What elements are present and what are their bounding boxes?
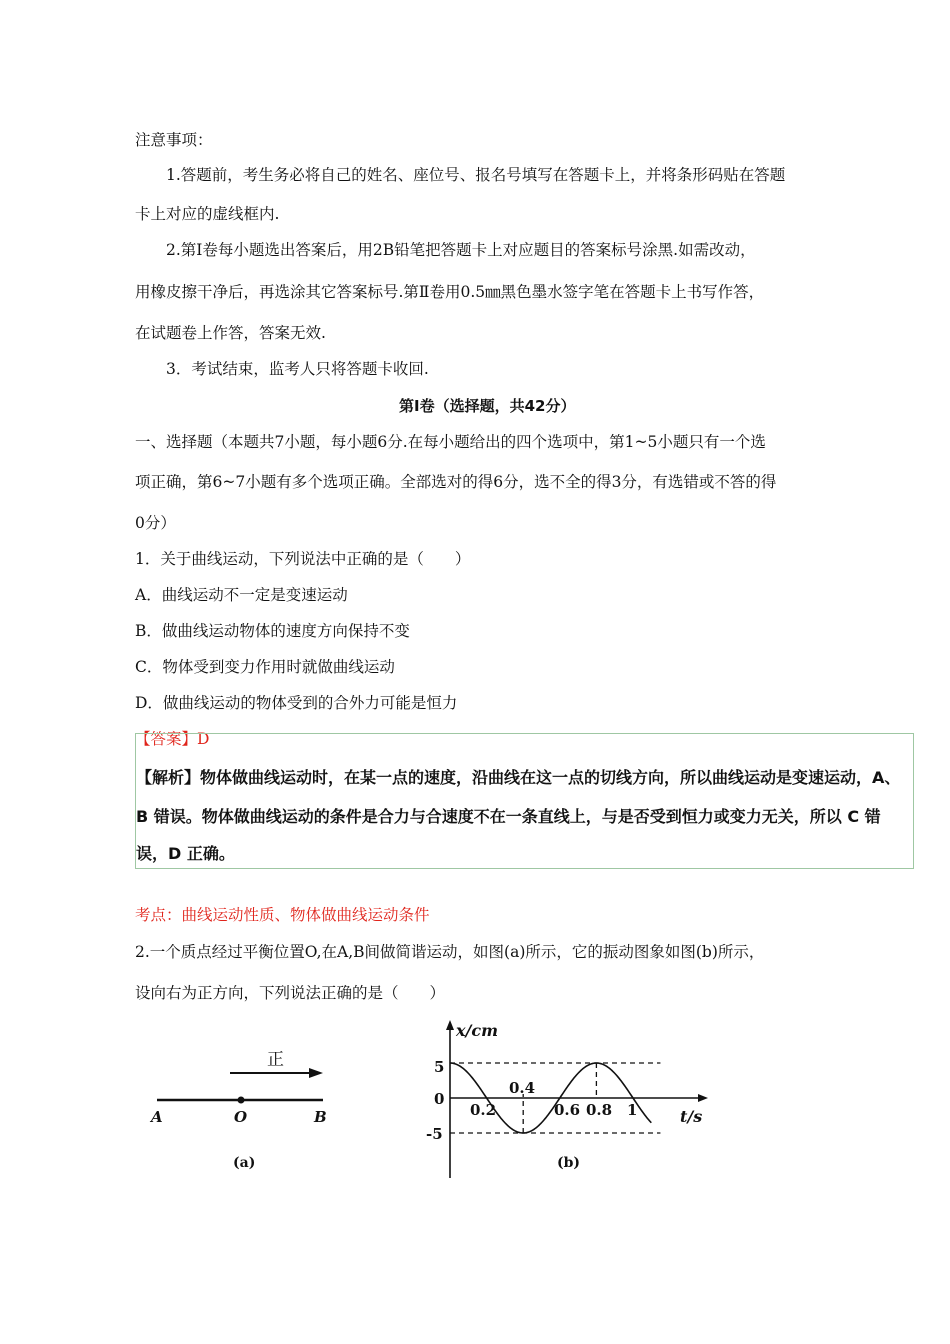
question-1-option-c: C．物体受到变力作用时就做曲线运动: [135, 658, 395, 676]
direction-label: 正: [267, 1050, 284, 1070]
notice-item-3: 3．考试结束，监考人只将答题卡收回.: [166, 360, 429, 378]
notice-heading: 注意事项：: [135, 131, 213, 149]
notice-item-2-line-3: 在试题卷上作答，答案无效.: [135, 324, 326, 342]
analysis-line-2: B 错误。物体做曲线运动的条件是合力与合速度不在一条直线上，与是否受到恒力或变力无关，所以 C 错: [136, 807, 881, 826]
y-tick-0: 0: [434, 1090, 445, 1108]
question-2-stem-line-1: 2.一个质点经过平衡位置O,在A,B间做简谐运动，如图(a)所示，它的振动图象如图(b)所示，: [135, 943, 765, 961]
section-intro-line-1: 一、选择题（本题共7小题，每小题6分.在每小题给出的四个选项中，第1~5小题只有一个选: [135, 433, 766, 451]
x-tick-1: 1: [627, 1101, 638, 1119]
x-tick-0-2: 0.2: [470, 1101, 497, 1119]
y-tick-minus-5: -5: [426, 1125, 443, 1143]
notice-item-1-line-2: 卡上对应的虚线框内.: [135, 205, 280, 223]
x-tick-0-8: 0.8: [586, 1101, 613, 1119]
analysis-line-3: 误，D 正确。: [136, 844, 235, 863]
question-1-kaodian: 考点：曲线运动性质、物体做曲线运动条件: [135, 906, 430, 924]
point-b-label: B: [314, 1108, 327, 1126]
x-axis-label: t/s: [680, 1107, 703, 1126]
notice-item-1-line-1: 1.答题前，考生务必将自己的姓名、座位号、报名号填写在答题卡上，并将条形码贴在答题: [166, 166, 786, 184]
question-1-answer: 【答案】D: [135, 730, 210, 748]
section-title: 第Ⅰ卷（选择题，共42分）: [399, 397, 576, 415]
question-1-option-a: A．曲线运动不一定是变速运动: [135, 586, 348, 604]
question-1-option-b: B．做曲线运动物体的速度方向保持不变: [135, 622, 410, 640]
section-intro-line-3: 0分）: [135, 514, 176, 532]
x-tick-0-4: 0.4: [509, 1079, 536, 1097]
notice-item-2-line-1: 2.第Ⅰ卷每小题选出答案后，用2B铅笔把答题卡上对应题目的答案标号涂黑.如需改动，: [166, 241, 756, 259]
notice-item-2-line-2: 用橡皮擦干净后，再选涂其它答案标号.第Ⅱ卷用0.5㎜黑色墨水签字笔在答题卡上书写作答，: [135, 283, 765, 301]
y-axis-arrowhead: [446, 1020, 454, 1030]
y-tick-5: 5: [434, 1058, 445, 1076]
question-1-stem: 1．关于曲线运动，下列说法中正确的是（ ）: [135, 550, 471, 568]
x-tick-0-6: 0.6: [554, 1101, 581, 1119]
figure-a: [145, 1040, 345, 1180]
point-a-label: A: [151, 1108, 163, 1126]
analysis-line-1: 【解析】物体做曲线运动时，在某一点的速度，沿曲线在这一点的切线方向，所以曲线运动是变速运动，A、: [136, 768, 901, 787]
figure-b-caption: (b): [557, 1155, 581, 1171]
point-o-label: O: [234, 1108, 248, 1126]
question-2-stem-line-2: 设向右为正方向，下列说法正确的是（ ）: [135, 984, 446, 1002]
figure-a-caption: (a): [233, 1155, 256, 1171]
analysis-box: [135, 733, 914, 869]
point-o-dot: [238, 1097, 245, 1104]
x-axis-arrowhead: [698, 1094, 708, 1102]
question-1-option-d: D．做曲线运动的物体受到的合外力可能是恒力: [135, 694, 458, 712]
direction-arrowhead: [309, 1068, 323, 1078]
section-intro-line-2: 项正确，第6~7小题有多个选项正确。全部选对的得6分，选不全的得3分，有选错或不答的得: [135, 473, 777, 491]
y-axis-label: x/cm: [456, 1021, 499, 1040]
